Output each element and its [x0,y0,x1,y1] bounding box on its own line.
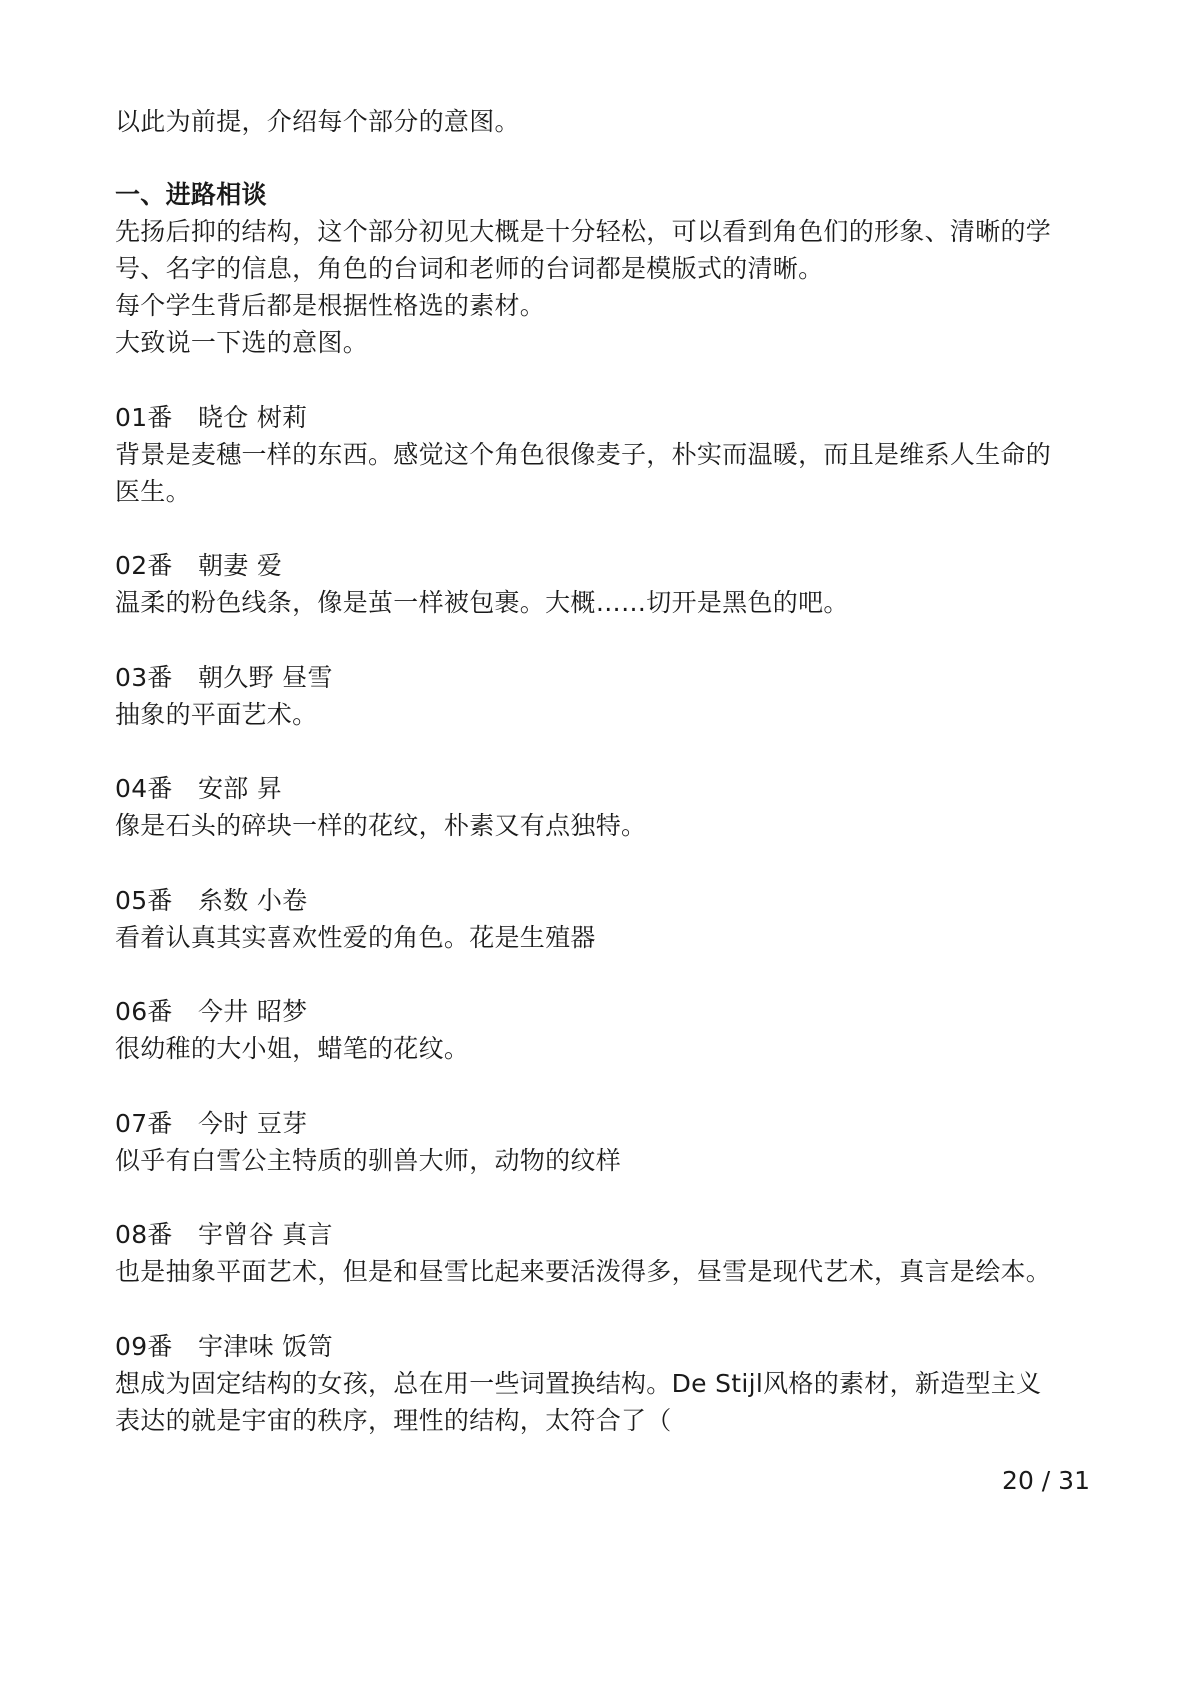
section-body-line: 先扬后抑的结构，这个部分初见大概是十分轻松，可以看到角色们的形象、清晰的学 [115,217,1052,246]
entry-title: 09番 宇津味 饭笥 [115,1332,333,1361]
entry-text: 似乎有白雪公主特质的驯兽大师，动物的纹样 [115,1146,622,1175]
entry-text: 看着认真其实喜欢性爱的角色。花是生殖器 [115,923,596,952]
entry-text: 背景是麦穗一样的东西。感觉这个角色很像麦子，朴实而温暖，而且是维系人生命的 [115,440,1052,469]
entry-text: 很幼稚的大小姐，蜡笔的花纹。 [115,1034,470,1063]
section-heading: 一、进路相谈 [115,180,267,209]
section-body-line: 每个学生背后都是根据性格选的素材。 [115,291,546,320]
entry-text: 医生。 [115,477,191,506]
entry-title: 05番 糸数 小卷 [115,886,308,915]
entry-text: 想成为固定结构的女孩，总在用一些词置换结构。De Stijl风格的素材，新造型主义 [115,1369,1042,1398]
entry-text: 表达的就是宇宙的秩序，理性的结构，太符合了（ [115,1406,672,1435]
entry-text: 温柔的粉色线条，像是茧一样被包裹。大概……切开是黑色的吧。 [115,588,849,617]
entry-title: 04番 安部 昇 [115,774,283,803]
section-body-line: 号、名字的信息，角色的台词和老师的台词都是模版式的清晰。 [115,254,824,283]
entry-title: 03番 朝久野 昼雪 [115,663,333,692]
entry-title: 06番 今井 昭梦 [115,997,308,1026]
intro-paragraph: 以此为前提，介绍每个部分的意图。 [115,107,520,136]
entry-title: 07番 今时 豆芽 [115,1109,308,1138]
entry-text: 像是石头的碎块一样的花纹，朴素又有点独特。 [115,811,647,840]
document-page [115,0,1090,1683]
page-number: 20 / 31 [1002,1466,1090,1495]
section-body-line: 大致说一下选的意图。 [115,328,369,357]
entry-text: 也是抽象平面艺术，但是和昼雪比起来要活泼得多，昼雪是现代艺术，真言是绘本。 [115,1257,1052,1286]
entry-text: 抽象的平面艺术。 [115,700,318,729]
entry-title: 01番 晓仓 树莉 [115,403,308,432]
entry-title: 08番 宇曾谷 真言 [115,1220,333,1249]
entry-title: 02番 朝妻 爱 [115,551,283,580]
